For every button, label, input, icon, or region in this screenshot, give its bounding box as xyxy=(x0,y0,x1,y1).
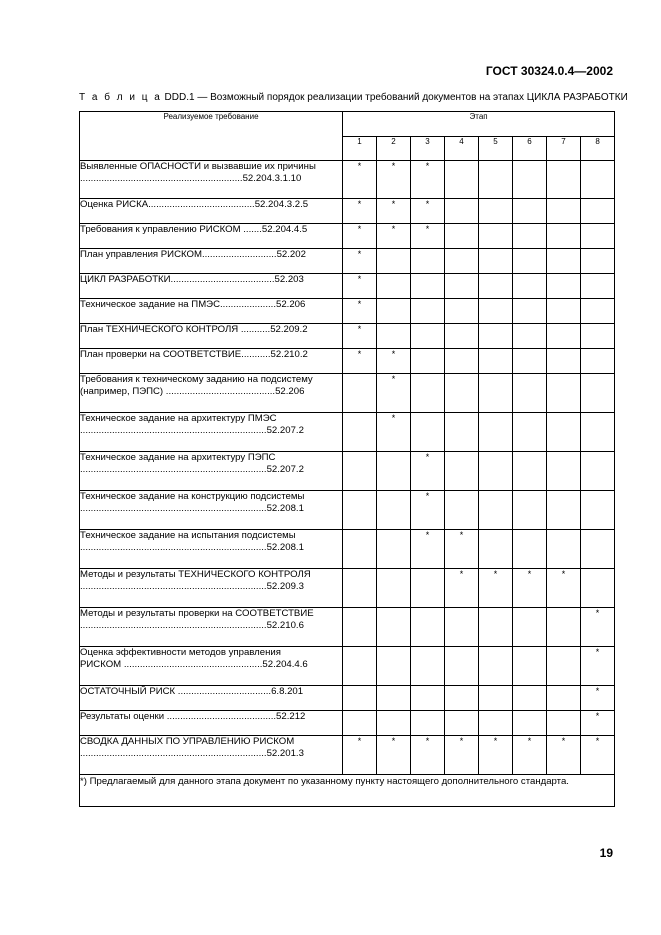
requirement-cell xyxy=(80,299,343,324)
stage-mark-cell xyxy=(547,374,581,413)
stage-mark-cell: * xyxy=(343,299,377,324)
stage-mark-cell: * xyxy=(343,349,377,374)
requirement-text: Методы и результаты ТЕХНИЧЕСКОГО КОНТРОЛЯ xyxy=(80,569,311,580)
table-row xyxy=(80,349,615,374)
stage-mark-cell xyxy=(479,491,513,530)
requirement-reference: ......................................................................52.208.1 xyxy=(80,503,304,514)
stage-mark-cell xyxy=(513,224,547,249)
stage-mark-cell xyxy=(445,349,479,374)
stage-mark-cell xyxy=(547,686,581,711)
stage-mark-cell: * xyxy=(445,530,479,569)
stage-mark-cell: * xyxy=(581,647,615,686)
stage-mark-cell: * xyxy=(343,324,377,349)
requirement-text: Техническое задание на ПМЭС.....................52.206 xyxy=(80,299,306,310)
stage-mark-cell xyxy=(411,374,445,413)
stage-mark-cell xyxy=(411,686,445,711)
stage-mark-cell xyxy=(547,413,581,452)
table-row xyxy=(80,324,615,349)
requirement-cell xyxy=(80,491,343,530)
stage-mark-cell: * xyxy=(377,349,411,374)
requirement-cell xyxy=(80,324,343,349)
stage-mark-cell xyxy=(513,530,547,569)
stage-mark-cell xyxy=(343,569,377,608)
requirement-cell xyxy=(80,249,343,274)
stage-number-6: 6 xyxy=(513,137,547,161)
requirements-table xyxy=(79,111,615,807)
table-body xyxy=(80,161,615,775)
stage-mark-cell xyxy=(547,299,581,324)
stage-mark-cell xyxy=(377,452,411,491)
requirement-text: Техническое задание на архитектуру ПМЭС xyxy=(80,413,277,424)
stage-mark-cell xyxy=(479,324,513,349)
requirement-text: Выявленные ОПАСНОСТИ и вызвавшие их причины xyxy=(80,161,316,172)
requirement-reference: (например, ПЭПС) .........................................52.206 xyxy=(80,386,305,397)
table-row xyxy=(80,608,615,647)
stage-mark-cell xyxy=(547,647,581,686)
stage-mark-cell xyxy=(343,711,377,736)
stage-mark-cell xyxy=(547,530,581,569)
column-header-requirement: Реализуемое требование xyxy=(80,112,343,161)
stage-mark-cell xyxy=(479,647,513,686)
requirement-cell xyxy=(80,736,343,775)
stage-number-3: 3 xyxy=(411,137,445,161)
requirement-reference: .............................................................52.204.3.1.10 xyxy=(80,173,302,184)
table-caption-label: Т а б л и ц а xyxy=(79,92,162,103)
table-row xyxy=(80,374,615,413)
stage-mark-cell xyxy=(479,452,513,491)
stage-mark-cell: * xyxy=(343,249,377,274)
stage-mark-cell xyxy=(479,686,513,711)
stage-mark-cell: * xyxy=(411,199,445,224)
table-footnote: *) Предлагаемый для данного этапа документ по указанному пункту настоящего дополнительного стандарта. xyxy=(80,775,615,807)
stage-mark-cell: * xyxy=(547,736,581,775)
stage-mark-cell: * xyxy=(411,452,445,491)
stage-mark-cell: * xyxy=(445,736,479,775)
stage-mark-cell xyxy=(547,608,581,647)
requirement-text: ЦИКЛ РАЗРАБОТКИ.......................................52.203 xyxy=(80,274,304,285)
stage-mark-cell: * xyxy=(343,274,377,299)
document-code: ГОСТ 30324.0.4—2002 xyxy=(485,64,613,78)
stage-mark-cell xyxy=(581,161,615,199)
stage-mark-cell: * xyxy=(581,711,615,736)
stage-mark-cell xyxy=(581,324,615,349)
stage-mark-cell xyxy=(377,324,411,349)
stage-mark-cell xyxy=(581,299,615,324)
stage-number-2: 2 xyxy=(377,137,411,161)
stage-mark-cell xyxy=(377,569,411,608)
stage-mark-cell xyxy=(547,274,581,299)
stage-mark-cell xyxy=(377,686,411,711)
stage-mark-cell xyxy=(343,647,377,686)
stage-mark-cell: * xyxy=(377,413,411,452)
requirement-text: План проверки на СООТВЕТСТВИЕ...........52.210.2 xyxy=(80,349,308,360)
table-row xyxy=(80,249,615,274)
stage-mark-cell: * xyxy=(411,491,445,530)
stage-mark-cell xyxy=(513,249,547,274)
requirement-cell xyxy=(80,647,343,686)
stage-mark-cell: * xyxy=(513,736,547,775)
requirement-reference: ......................................................................52.209.3 xyxy=(80,581,304,592)
stage-mark-cell: * xyxy=(547,569,581,608)
stage-mark-cell xyxy=(343,686,377,711)
stage-mark-cell xyxy=(479,711,513,736)
stage-mark-cell xyxy=(513,324,547,349)
stage-mark-cell xyxy=(343,491,377,530)
stage-mark-cell xyxy=(445,374,479,413)
requirement-cell xyxy=(80,608,343,647)
table-row xyxy=(80,530,615,569)
stage-mark-cell: * xyxy=(479,569,513,608)
stage-mark-cell: * xyxy=(513,569,547,608)
stage-mark-cell xyxy=(581,530,615,569)
stage-mark-cell xyxy=(513,199,547,224)
stage-mark-cell xyxy=(513,299,547,324)
table-row xyxy=(80,274,615,299)
stage-mark-cell: * xyxy=(377,374,411,413)
stage-mark-cell xyxy=(411,569,445,608)
stage-mark-cell xyxy=(343,608,377,647)
stage-mark-cell xyxy=(513,711,547,736)
requirement-cell xyxy=(80,530,343,569)
stage-mark-cell: * xyxy=(377,161,411,199)
stage-mark-cell xyxy=(445,413,479,452)
requirement-text: Результаты оценки .........................................52.212 xyxy=(80,711,306,722)
requirement-cell xyxy=(80,374,343,413)
stage-mark-cell xyxy=(479,299,513,324)
stage-number-5: 5 xyxy=(479,137,513,161)
requirement-reference: РИСКОМ ....................................................52.204.4.6 xyxy=(80,659,308,670)
stage-mark-cell xyxy=(377,711,411,736)
stage-mark-cell xyxy=(581,224,615,249)
table-row xyxy=(80,647,615,686)
requirement-cell xyxy=(80,452,343,491)
table-row xyxy=(80,199,615,224)
requirement-text: СВОДКА ДАННЫХ ПО УПРАВЛЕНИЮ РИСКОМ xyxy=(80,736,295,747)
requirement-text: Требования к управлению РИСКОМ .......52.204.4.5 xyxy=(80,224,308,235)
stage-mark-cell xyxy=(513,413,547,452)
table-row xyxy=(80,569,615,608)
stage-mark-cell xyxy=(581,452,615,491)
stage-mark-cell: * xyxy=(377,736,411,775)
stage-mark-cell: * xyxy=(411,161,445,199)
requirement-cell xyxy=(80,711,343,736)
stage-mark-cell xyxy=(411,349,445,374)
requirement-text: План управления РИСКОМ............................52.202 xyxy=(80,249,306,260)
column-header-stage: Этап xyxy=(343,112,615,137)
stage-mark-cell xyxy=(411,299,445,324)
requirement-cell xyxy=(80,161,343,199)
stage-mark-cell xyxy=(445,686,479,711)
stage-mark-cell xyxy=(479,249,513,274)
table-row xyxy=(80,452,615,491)
stage-mark-cell xyxy=(411,274,445,299)
stage-mark-cell xyxy=(513,161,547,199)
requirement-text: Техническое задание на архитектуру ПЭПС xyxy=(80,452,276,463)
stage-mark-cell xyxy=(411,608,445,647)
stage-mark-cell xyxy=(513,274,547,299)
table-row xyxy=(80,161,615,199)
table-caption xyxy=(79,92,628,103)
stage-mark-cell xyxy=(513,608,547,647)
requirement-text: Оценка эффективности методов управления xyxy=(80,647,281,658)
stage-mark-cell xyxy=(445,299,479,324)
stage-mark-cell xyxy=(343,452,377,491)
stage-mark-cell xyxy=(513,491,547,530)
stage-mark-cell xyxy=(377,491,411,530)
requirement-reference: ......................................................................52.207.2 xyxy=(80,464,304,475)
requirement-cell xyxy=(80,686,343,711)
stage-mark-cell xyxy=(445,224,479,249)
stage-mark-cell: * xyxy=(581,736,615,775)
stage-mark-cell: * xyxy=(445,569,479,608)
stage-mark-cell: * xyxy=(411,224,445,249)
stage-mark-cell: * xyxy=(377,199,411,224)
stage-mark-cell xyxy=(581,349,615,374)
stage-mark-cell: * xyxy=(411,736,445,775)
stage-mark-cell xyxy=(513,686,547,711)
stage-mark-cell xyxy=(479,374,513,413)
table-row xyxy=(80,491,615,530)
stage-mark-cell: * xyxy=(343,224,377,249)
stage-mark-cell xyxy=(445,199,479,224)
stage-number-1: 1 xyxy=(343,137,377,161)
stage-mark-cell xyxy=(513,374,547,413)
stage-mark-cell xyxy=(377,249,411,274)
stage-mark-cell: * xyxy=(343,736,377,775)
stage-mark-cell xyxy=(479,224,513,249)
stage-mark-cell xyxy=(445,711,479,736)
stage-mark-cell xyxy=(479,608,513,647)
stage-mark-cell xyxy=(581,491,615,530)
stage-mark-cell xyxy=(411,413,445,452)
stage-mark-cell xyxy=(581,569,615,608)
requirement-text: План ТЕХНИЧЕСКОГО КОНТРОЛЯ ...........52.209.2 xyxy=(80,324,308,335)
stage-mark-cell xyxy=(547,324,581,349)
stage-mark-cell: * xyxy=(479,736,513,775)
stage-mark-cell xyxy=(445,491,479,530)
stage-mark-cell xyxy=(445,274,479,299)
requirement-cell xyxy=(80,199,343,224)
requirement-text: Техническое задание на конструкцию подсистемы xyxy=(80,491,305,502)
stage-mark-cell xyxy=(445,452,479,491)
stage-mark-cell xyxy=(581,199,615,224)
page-number: 19 xyxy=(599,846,613,860)
stage-mark-cell xyxy=(343,530,377,569)
stage-mark-cell: * xyxy=(343,199,377,224)
stage-mark-cell xyxy=(445,249,479,274)
stage-mark-cell xyxy=(479,413,513,452)
table-row xyxy=(80,224,615,249)
stage-mark-cell xyxy=(411,711,445,736)
table-row xyxy=(80,686,615,711)
table-row xyxy=(80,299,615,324)
requirement-text: Техническое задание на испытания подсистемы xyxy=(80,530,296,541)
stage-mark-cell xyxy=(377,647,411,686)
requirement-cell xyxy=(80,413,343,452)
stage-mark-cell xyxy=(547,491,581,530)
stage-mark-cell xyxy=(547,452,581,491)
stage-mark-cell xyxy=(377,530,411,569)
stage-mark-cell xyxy=(411,647,445,686)
stage-mark-cell xyxy=(479,349,513,374)
stage-mark-cell xyxy=(547,711,581,736)
table-row xyxy=(80,413,615,452)
table-row xyxy=(80,711,615,736)
stage-mark-cell xyxy=(479,199,513,224)
stage-mark-cell xyxy=(479,274,513,299)
stage-mark-cell xyxy=(445,608,479,647)
requirement-text: ОСТАТОЧНЫЙ РИСК ...................................6.8.201 xyxy=(80,686,304,697)
requirement-cell xyxy=(80,569,343,608)
stage-mark-cell: * xyxy=(377,224,411,249)
stage-mark-cell xyxy=(445,647,479,686)
stage-mark-cell xyxy=(581,413,615,452)
stage-mark-cell xyxy=(479,530,513,569)
stage-mark-cell xyxy=(445,324,479,349)
stage-mark-cell: * xyxy=(411,530,445,569)
stage-mark-cell xyxy=(513,452,547,491)
stage-mark-cell xyxy=(581,374,615,413)
stage-mark-cell xyxy=(547,249,581,274)
requirement-reference: ......................................................................52.207.2 xyxy=(80,425,304,436)
stage-mark-cell xyxy=(547,349,581,374)
requirement-cell xyxy=(80,274,343,299)
stage-number-4: 4 xyxy=(445,137,479,161)
stage-mark-cell xyxy=(479,161,513,199)
stage-mark-cell xyxy=(343,413,377,452)
stage-mark-cell xyxy=(581,274,615,299)
stage-number-7: 7 xyxy=(547,137,581,161)
requirement-reference: ......................................................................52.208.1 xyxy=(80,542,304,553)
stage-mark-cell xyxy=(547,161,581,199)
requirement-text: Методы и результаты проверки на СООТВЕТСТВИЕ xyxy=(80,608,314,619)
stage-mark-cell xyxy=(581,249,615,274)
stage-mark-cell xyxy=(343,374,377,413)
requirement-cell xyxy=(80,349,343,374)
stage-mark-cell xyxy=(445,161,479,199)
stage-mark-cell xyxy=(377,299,411,324)
table-row xyxy=(80,736,615,775)
stage-mark-cell xyxy=(411,249,445,274)
stage-mark-cell xyxy=(377,274,411,299)
stage-mark-cell xyxy=(513,647,547,686)
stage-mark-cell xyxy=(411,324,445,349)
table-caption-text: DDD.1 — Возможный порядок реализации требований документов на этапах ЦИКЛА РАЗРАБОТКИ xyxy=(161,92,628,103)
requirement-text: Оценка РИСКА........................................52.204.3.2.5 xyxy=(80,199,309,210)
requirement-cell xyxy=(80,224,343,249)
requirement-text: Требования к техническому заданию на подсистему xyxy=(80,374,313,385)
requirement-reference: ......................................................................52.201.3 xyxy=(80,748,304,759)
stage-mark-cell: * xyxy=(343,161,377,199)
stage-mark-cell: * xyxy=(581,686,615,711)
stage-mark-cell: * xyxy=(581,608,615,647)
stage-mark-cell xyxy=(547,224,581,249)
stage-mark-cell xyxy=(377,608,411,647)
requirement-reference: ......................................................................52.210.6 xyxy=(80,620,304,631)
stage-mark-cell xyxy=(547,199,581,224)
stage-number-8: 8 xyxy=(581,137,615,161)
stage-mark-cell xyxy=(513,349,547,374)
